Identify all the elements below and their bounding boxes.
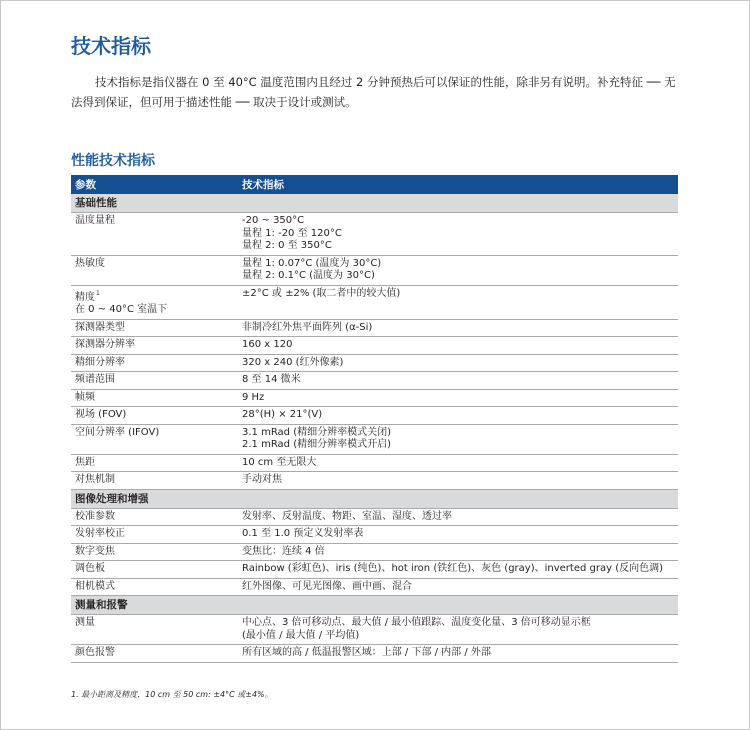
spec-cell [239,454,678,472]
param-text: 视场 (FOV) [75,409,127,420]
param-cell [71,561,239,579]
table-row [71,255,678,285]
param-cell [71,645,239,663]
spec-cell [239,372,678,390]
param-cell [71,255,239,285]
param-cell [71,285,239,319]
param-text: 空间分辨率 (IFOV) [75,426,160,438]
spec-cell [239,508,678,526]
param-text: 精细分辨率 [75,356,125,368]
table-row [71,319,678,337]
spec-cell [239,354,678,372]
spec-cell [239,389,678,407]
table-row [71,561,678,579]
param-text: 颜色报警 [75,647,115,658]
spec-text: 量程 2: 0 至 350°C [242,240,332,251]
param-text: 帧频 [75,391,95,403]
param-cell [71,526,239,544]
spec-text: 8 至 14 微米 [242,374,301,385]
table-row [71,424,678,454]
spec-text: Rainbow (彩虹色)、iris (纯色)、hot iron (铁红色)、灰色 (gray)、inverted gray (反向色调) [242,563,663,574]
param-text: 数字变焦 [75,545,115,557]
spec-text: 9 Hz [242,391,265,403]
table-row [71,615,678,645]
spec-text: 2.1 mRad (精细分辨率模式开启) [242,439,392,450]
table-row [71,645,678,663]
group-title: 测量和报警 [71,596,678,615]
group-row [71,194,678,213]
param-cell [71,543,239,561]
param-text: 精度 [75,291,95,303]
spec-cell [239,407,678,425]
spec-text: 红外图像、可见光图像、画中画、混合 [242,580,412,592]
spec-text: 量程 1: 0.07°C (温度为 30°C) [242,257,382,269]
group-title: 基础性能 [71,194,678,213]
spec-text: 所有区域的高 / 低温报警区域：上部 / 下部 / 内部 / 外部 [242,647,491,658]
param-cell [71,354,239,372]
table-row [71,508,678,526]
param-text: 调色板 [75,563,105,574]
header-spec: 技术指标 [239,175,678,194]
param-text: 对焦机制 [75,474,115,485]
param-cell [71,372,239,390]
spec-cell [239,561,678,579]
spec-text: 变焦比：连续 4 倍 [242,545,325,557]
table-header-row [71,175,678,194]
spec-text: 28°(H) × 21°(V) [242,409,323,420]
spec-text: 手动对焦 [242,474,282,485]
param-text: 校准参数 [75,510,115,522]
page-title: 技术指标 [71,34,151,58]
spec-text: (最小值 / 最大值 / 平均值) [242,629,360,641]
specs-table [71,175,678,663]
intro-paragraph: 技术指标是指仪器在 0 至 40°C 温度范围内且经过 2 分钟预热后可以保证的性能，除非另有说明。补充特征 ── 无法得到保证，但可用于描述性能 ── 取决于设计或测试。 [71,75,676,109]
param-text: 热敏度 [75,257,105,269]
param-text: 相机模式 [75,580,115,592]
param-cell [71,213,239,256]
param-cell [71,508,239,526]
table-row [71,472,678,490]
table-row [71,213,678,256]
spec-cell [239,285,678,319]
footnote: 1. 最小距离及精度，10 cm 至 50 cm: ±4°C 或±4%。 [71,690,273,699]
header-param: 参数 [71,175,239,194]
param-text: 在 0 ~ 40°C 室温下 [75,304,168,315]
param-text: 测量 [75,617,95,628]
table-row [71,578,678,596]
param-cell [71,389,239,407]
table-row [71,454,678,472]
spec-cell [239,578,678,596]
param-text: 探测器类型 [75,321,125,333]
table-row [71,337,678,355]
param-cell [71,472,239,490]
spec-cell [239,543,678,561]
group-title: 图像处理和增强 [71,489,678,508]
param-cell [71,424,239,454]
spec-cell [239,213,678,256]
spec-text: 3.1 mRad (精细分辨率模式关闭) [242,426,392,438]
table-row [71,543,678,561]
table-row [71,389,678,407]
param-text: 焦距 [75,456,95,468]
table-row [71,354,678,372]
param-cell [71,615,239,645]
spec-cell [239,615,678,645]
table-row [71,407,678,425]
section-title: 性能技术指标 [71,153,155,169]
param-cell [71,337,239,355]
specs-body [71,194,678,662]
param-cell [71,578,239,596]
spec-cell [239,472,678,490]
param-text: 发射率校正 [75,528,125,539]
spec-text: 中心点、3 倍可移动点、最大值 / 最小值跟踪、温度变化量、3 倍可移动显示框 [242,617,591,628]
spec-text: 非制冷红外焦平面阵列 (α-Si) [242,321,373,333]
spec-cell [239,424,678,454]
table-row [71,526,678,544]
spec-text: 10 cm 至无限大 [242,456,317,468]
group-row [71,596,678,615]
spec-text: ±2°C 或 ±2% (取二者中的较大值) [242,287,401,299]
spec-cell [239,255,678,285]
param-cell [71,407,239,425]
table-row [71,372,678,390]
param-text: 探测器分辨率 [75,339,135,350]
footnote-marker: 1 [96,289,100,297]
param-cell [71,454,239,472]
param-text: 温度量程 [75,215,115,226]
param-text: 频谱范围 [75,374,115,385]
spec-text: 量程 2: 0.1°C (温度为 30°C) [242,270,375,281]
group-row [71,489,678,508]
spec-text: 0.1 至 1.0 预定义发射率表 [242,528,364,539]
spec-text: 160 x 120 [242,339,293,350]
spec-cell [239,337,678,355]
spec-text: 发射率、反射温度、物距、室温、湿度、透过率 [242,510,452,522]
spec-cell [239,526,678,544]
spec-text: 320 x 240 (红外像素) [242,356,344,368]
table-row [71,285,678,319]
param-cell [71,319,239,337]
spec-text: -20 ~ 350°C [242,215,305,226]
spec-text: 量程 1: -20 至 120°C [242,227,342,239]
spec-cell [239,319,678,337]
spec-cell [239,645,678,663]
